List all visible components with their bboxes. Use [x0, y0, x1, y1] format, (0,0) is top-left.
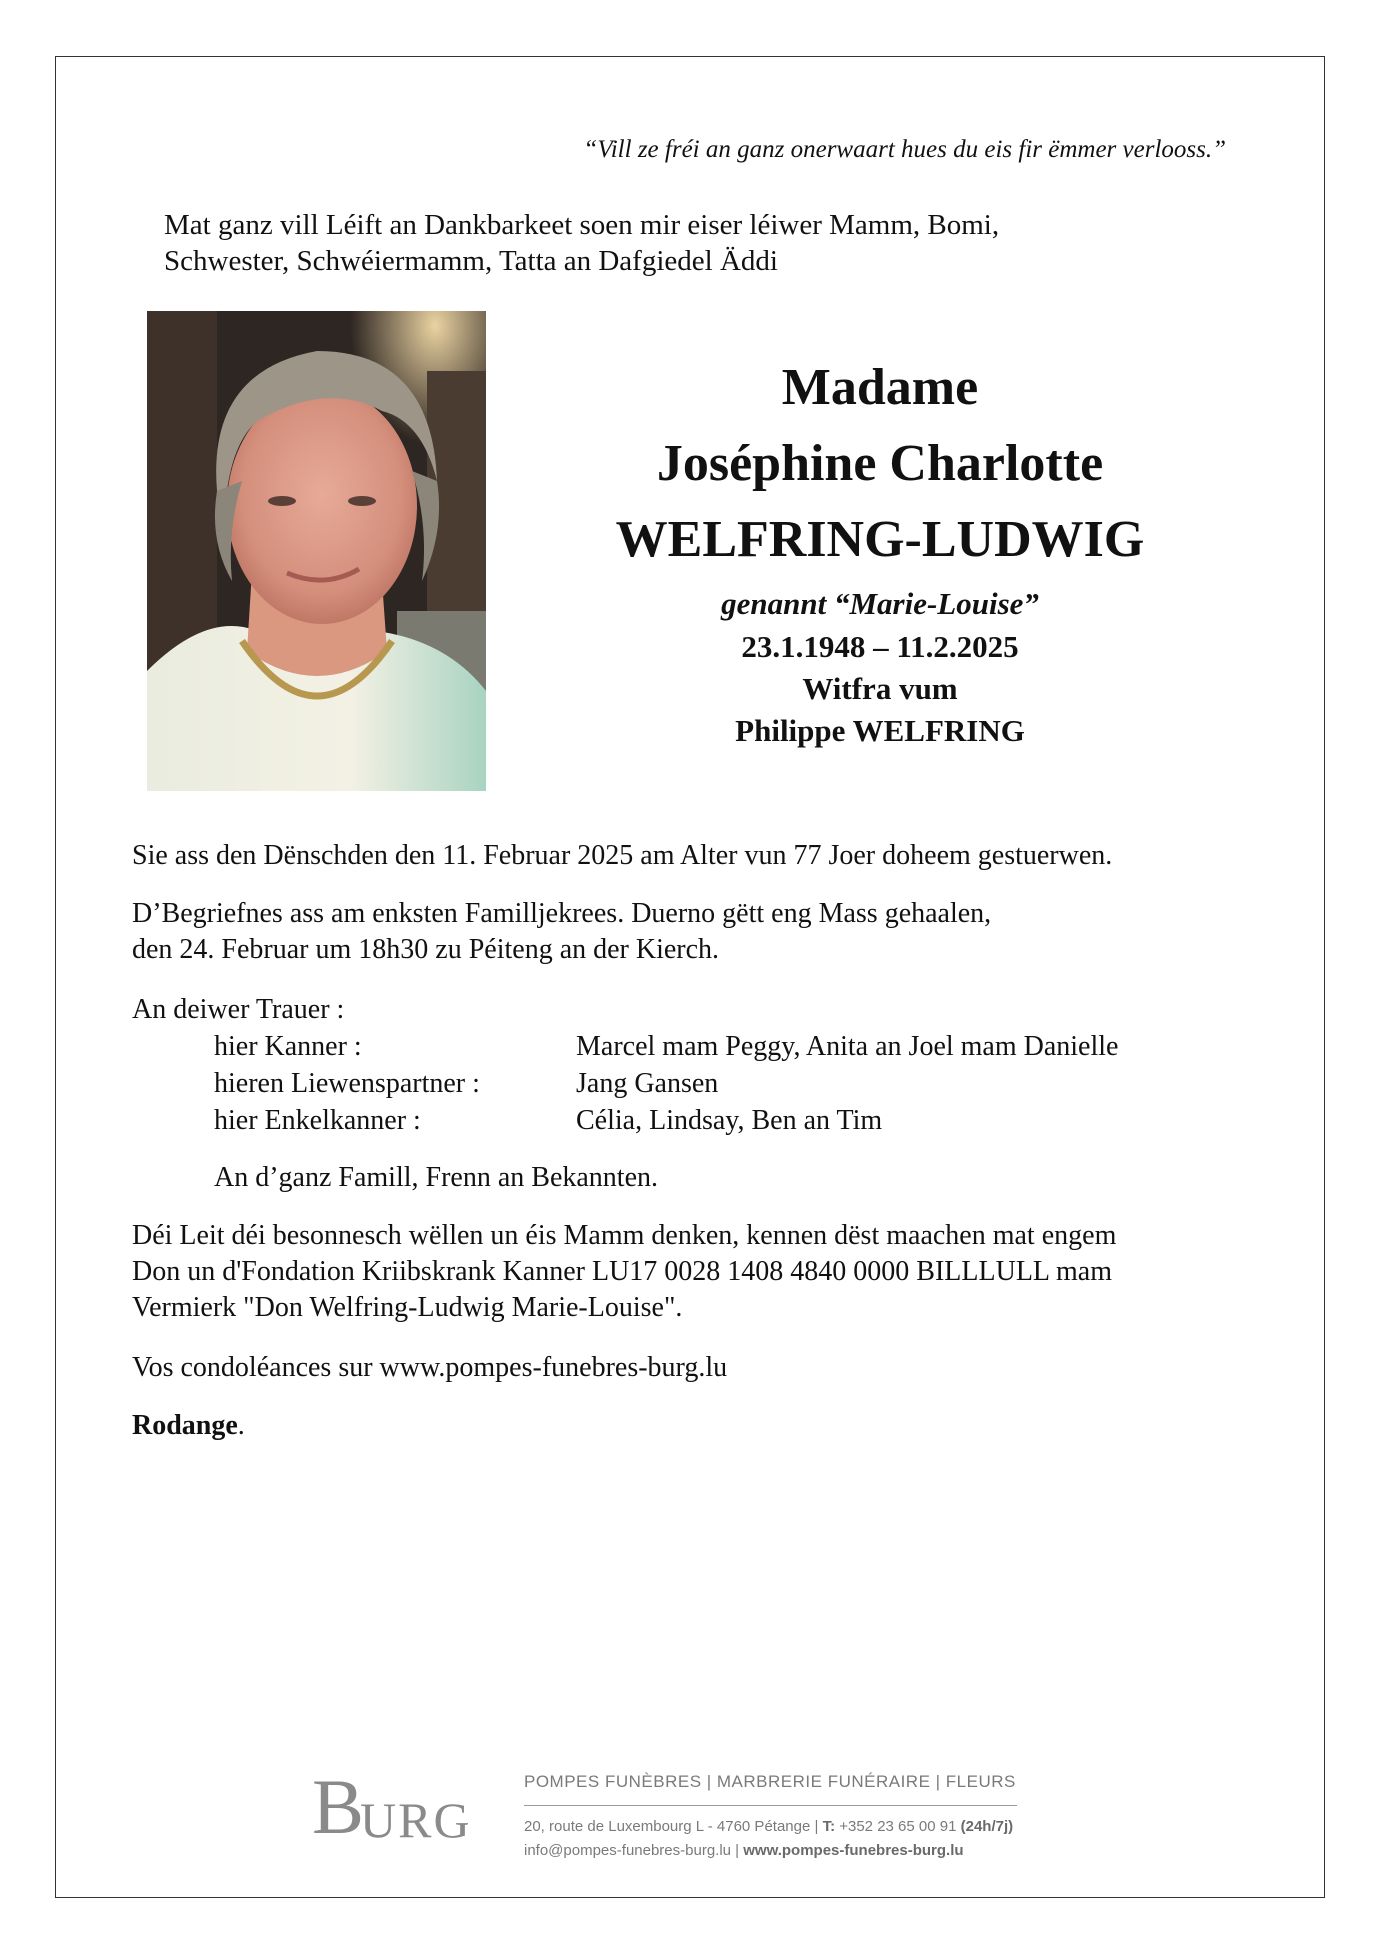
footer-contact-line-1: [524, 1818, 1013, 1835]
footer-website[interactable]: www.pompes-funebres-burg.lu: [743, 1842, 964, 1859]
place-line: Rodange.: [132, 1410, 245, 1441]
mourners-heading: An deiwer Trauer :: [132, 994, 345, 1025]
footer-phone-hours: (24h/7j): [960, 1818, 1014, 1835]
footer-contact-line-2: [524, 1842, 964, 1859]
widow-line-2: Philippe WELFRING: [735, 713, 1025, 748]
condolences-link: Vos condoléances sur www.pompes-funebres-burg.lu: [132, 1352, 728, 1383]
intro-line-2: Schwester, Schwéiermamm, Tatta an Dafgiedel Äddi: [164, 245, 778, 277]
mourner-value-partner: Jang Gansen: [576, 1068, 719, 1099]
mourner-value-grandchildren: Célia, Lindsay, Ben an Tim: [576, 1105, 883, 1136]
footer-email[interactable]: info@pompes-funebres-burg.lu |: [524, 1842, 740, 1859]
deceased-surname: WELFRING-LUDWIG: [615, 511, 1145, 568]
footer-tagline: POMPES FUNÈBRES | MARBRERIE FUNÉRAIRE | FLEURS: [524, 1772, 1016, 1791]
burg-logo: [312, 1762, 472, 1862]
donation-info: [132, 1218, 1116, 1326]
widow-line-1: Witfra vum: [802, 671, 958, 706]
mourner-label-children: hier Kanner :: [214, 1031, 362, 1062]
deceased-dates: 23.1.1948 – 11.2.2025: [741, 629, 1019, 664]
mourner-label-partner: hieren Liewenspartner :: [214, 1068, 480, 1099]
portrait-photo: [147, 311, 486, 791]
deceased-title: Madame: [781, 359, 979, 416]
footer-address: 20, route de Luxembourg L - 4760 Pétange |: [524, 1818, 819, 1835]
deceased-name-block: [530, 350, 1230, 752]
mourner-label-grandchildren: hier Enkelkanner :: [214, 1105, 421, 1136]
footer-phone-label: T:: [822, 1818, 836, 1835]
mourners-closing: An d’ganz Famill, Frenn an Bekannten.: [214, 1162, 659, 1193]
footer-phone[interactable]: +352 23 65 00 91: [839, 1818, 957, 1835]
donation-line-3: Vermierk "Don Welfring-Ludwig Marie-Louise".: [132, 1292, 683, 1323]
donation-line-1: Déi Leit déi besonnesch wëllen un éis Mamm denken, kennen dëst maachen mat engem: [132, 1220, 1117, 1251]
place-name: Rodange: [132, 1410, 238, 1441]
deceased-nickname: genannt “Marie-Louise”: [721, 586, 1039, 621]
epitaph-quote: “Vill ze fréi an ganz onerwaart hues du eis fir ëmmer verlooss.”: [583, 136, 1226, 163]
funeral-line-1: D’Begriefnes ass am enksten Familljekrees. Duerno gëtt eng Mass gehaalen,: [132, 898, 992, 929]
mourner-value-children: Marcel mam Peggy, Anita an Joel mam Danielle: [576, 1031, 1119, 1062]
funeral-line-2: den 24. Februar um 18h30 zu Péiteng an der Kierch.: [132, 934, 720, 965]
burg-logo-initial: B: [312, 1763, 365, 1850]
donation-line-2: Don un d'Fondation Kriibskrank Kanner LU17 0028 1408 4840 0000 BILLLULL mam: [132, 1256, 1112, 1287]
footer-divider: [524, 1805, 1017, 1806]
intro-text: [164, 207, 999, 279]
intro-line-1: Mat ganz vill Léift an Dankbarkeet soen mir eiser léiwer Mamm, Bomi,: [164, 209, 1000, 241]
deceased-given-names: Joséphine Charlotte: [656, 435, 1104, 492]
funeral-info: [132, 896, 991, 968]
burg-logo-rest: URG: [360, 1792, 472, 1848]
portrait-illustration: [147, 311, 486, 791]
death-notice: Sie ass den Dënschden den 11. Februar 2025 am Alter vun 77 Joer doheem gestuerwen.: [132, 840, 1113, 871]
